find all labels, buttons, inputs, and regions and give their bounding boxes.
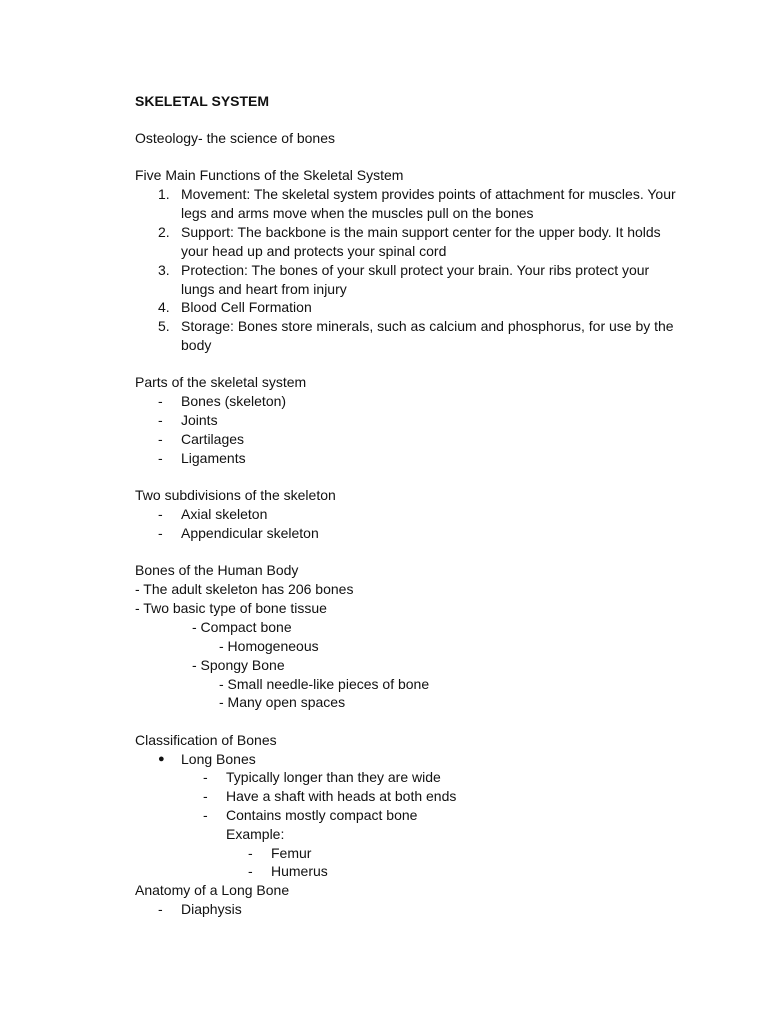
list-item-text: lungs and heart from injury <box>181 281 347 297</box>
bones-line: - The adult skeleton has 206 bones <box>135 581 354 597</box>
bones-line: - Homogeneous <box>219 638 319 654</box>
list-number: 1. <box>158 186 170 202</box>
list-item-text: Blood Cell Formation <box>181 299 312 315</box>
dash-marker: - <box>248 863 253 879</box>
bones-line: - Two basic type of bone tissue <box>135 600 327 616</box>
bones-line: - Spongy Bone <box>192 657 285 673</box>
list-item: Bones (skeleton) <box>181 393 287 409</box>
bones-line: - Small needle-like pieces of bone <box>219 676 430 692</box>
bullet-marker: ● <box>158 753 165 765</box>
list-item-text: Support: The backbone is the main support center for the upper body. It holds <box>181 224 661 240</box>
list-item-text: your head up and protects your spinal cord <box>181 243 447 259</box>
list-item-text: legs and arms move when the muscles pull on the bones <box>181 205 534 221</box>
list-item: Typically longer than they are wide <box>226 769 441 785</box>
parts-heading: Parts of the skeletal system <box>135 374 307 390</box>
list-item-text: body <box>181 337 212 353</box>
dash-marker: - <box>158 525 163 541</box>
subdivisions-heading: Two subdivisions of the skeleton <box>135 487 336 503</box>
list-item-text: Protection: The bones of your skull protect your brain. Your ribs protect your <box>181 262 650 278</box>
list-item: Ligaments <box>181 450 246 466</box>
dash-marker: - <box>203 807 208 823</box>
list-item: Diaphysis <box>181 901 242 917</box>
dash-marker: - <box>158 450 163 466</box>
example-label: Example: <box>226 826 285 842</box>
dash-marker: - <box>203 769 208 785</box>
dash-marker: - <box>203 788 208 804</box>
document-title: SKELETAL SYSTEM <box>135 93 270 109</box>
list-item: Cartilages <box>181 431 245 447</box>
list-item: Long Bones <box>181 751 256 767</box>
functions-heading: Five Main Functions of the Skeletal System <box>135 167 404 183</box>
classification-heading: Classification of Bones <box>135 732 277 748</box>
list-item-text: Movement: The skeletal system provides points of attachment for muscles. Your <box>181 186 676 202</box>
anatomy-heading: Anatomy of a Long Bone <box>135 882 290 898</box>
bones-heading: Bones of the Human Body <box>135 562 299 578</box>
list-item: Joints <box>181 412 218 428</box>
list-number: 3. <box>158 262 170 278</box>
dash-marker: - <box>248 845 253 861</box>
list-item: Have a shaft with heads at both ends <box>226 788 457 804</box>
dash-marker: - <box>158 506 163 522</box>
osteology-definition: Osteology- the science of bones <box>135 130 336 146</box>
bones-line: - Many open spaces <box>219 694 346 710</box>
bones-line: - Compact bone <box>192 619 292 635</box>
list-number: 5. <box>158 318 170 334</box>
dash-marker: - <box>158 431 163 447</box>
list-item: Contains mostly compact bone <box>226 807 418 823</box>
dash-marker: - <box>158 901 163 917</box>
list-item-text: Storage: Bones store minerals, such as calcium and phosphorus, for use by the <box>181 318 674 334</box>
list-item: Appendicular skeleton <box>181 525 319 541</box>
list-item: Axial skeleton <box>181 506 268 522</box>
dash-marker: - <box>158 393 163 409</box>
list-item: Femur <box>271 845 312 861</box>
list-number: 4. <box>158 299 170 315</box>
list-number: 2. <box>158 224 170 240</box>
dash-marker: - <box>158 412 163 428</box>
list-item: Humerus <box>271 863 328 879</box>
